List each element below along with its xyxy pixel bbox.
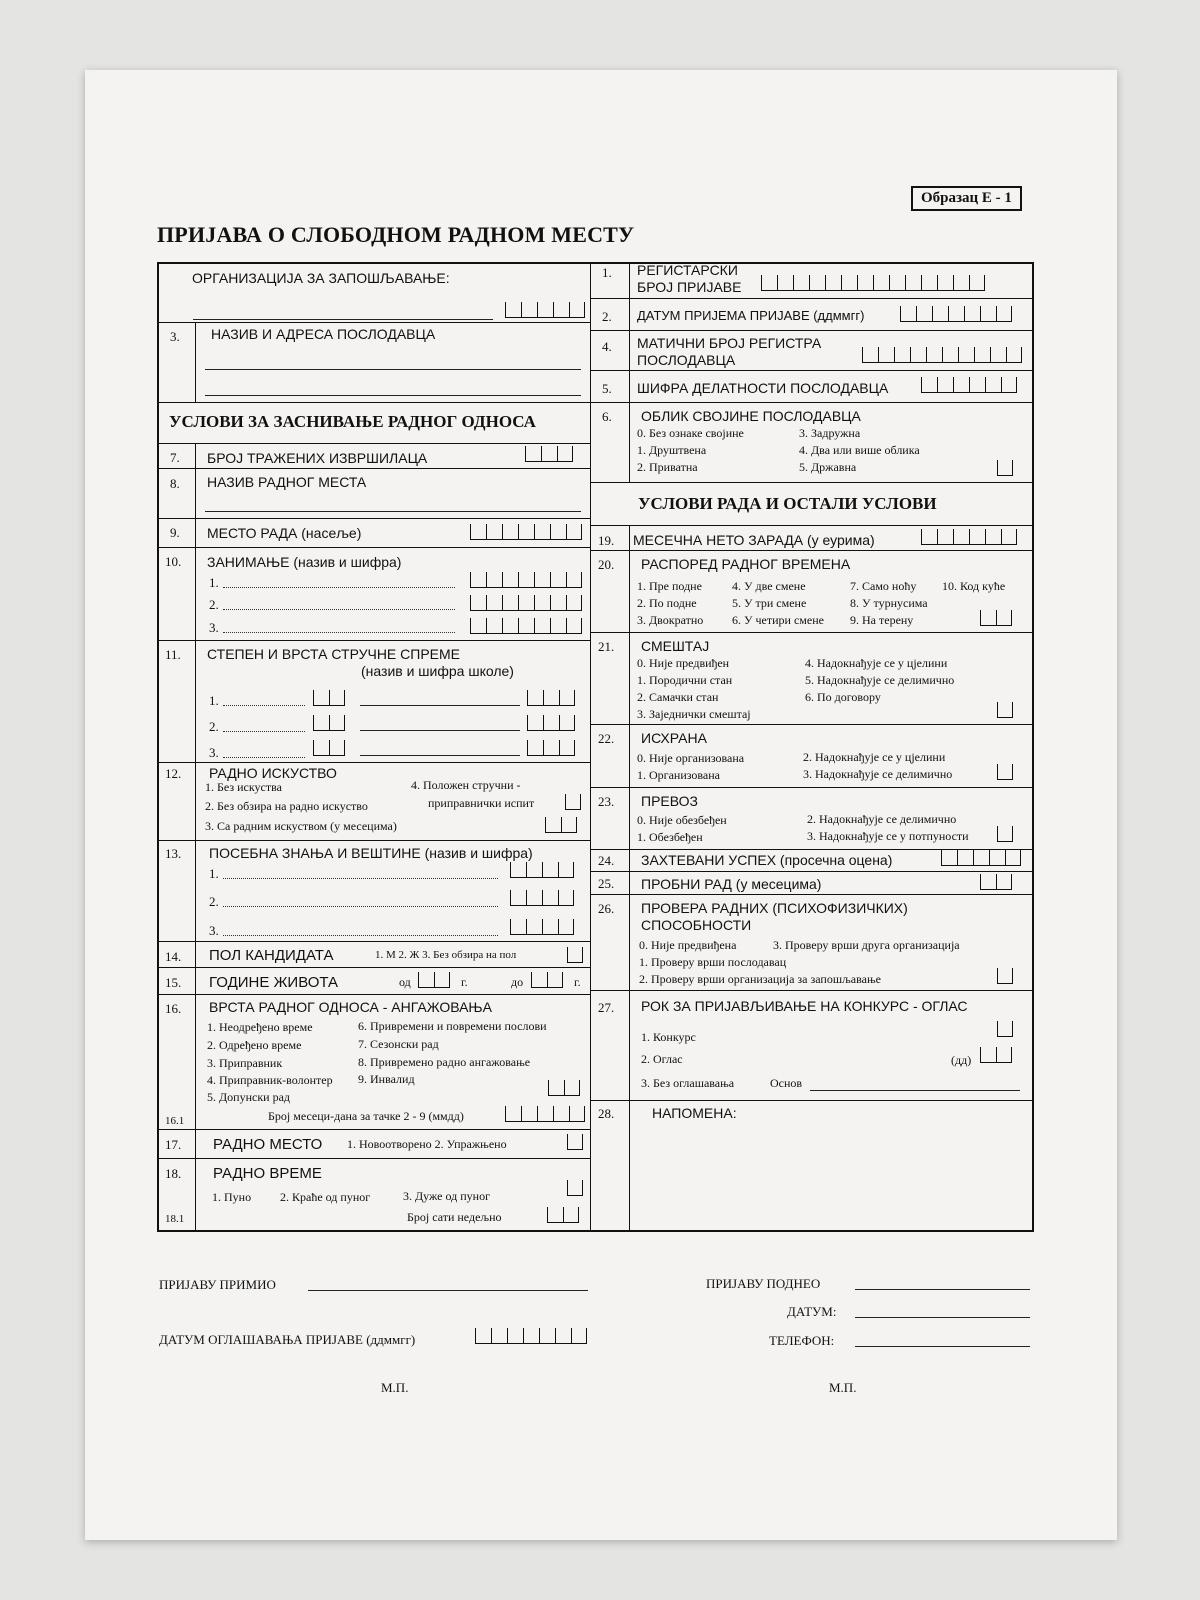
activity-code-label: ШИФРА ДЕЛАТНОСТИ ПОСЛОДАВЦА (637, 380, 889, 396)
age-from-boxes[interactable] (418, 972, 450, 988)
basis-line[interactable] (810, 1090, 1020, 1091)
contest-box[interactable] (997, 1021, 1013, 1037)
hours-per-week-boxes[interactable] (547, 1207, 579, 1223)
registry-number-label: МАТИЧНИ БРОЈ РЕГИСТРА (637, 335, 822, 351)
transport-label: ПРЕВОЗ (641, 793, 698, 809)
working-hours-label: РАДНО ВРЕМЕ (213, 1165, 322, 1182)
meals-box[interactable] (997, 764, 1013, 780)
abilities-check-label: ПРОВЕРА РАДНИХ (ПСИХОФИЗИЧКИХ) (641, 900, 908, 916)
accommodation-label: СМЕШТАЈ (641, 638, 710, 654)
workers-count-boxes[interactable] (525, 446, 573, 462)
phone-label: ТЕЛЕФОН: (769, 1333, 835, 1348)
net-salary-label: МЕСЕЧНА НЕТО ЗАРАДА (у еурима) (633, 532, 875, 548)
special-skills-label: ПОСЕБНА ЗНАЊА И ВЕШТИНЕ (назив и шифра) (209, 845, 533, 861)
required-grade-boxes[interactable] (941, 850, 1021, 866)
registry-number-boxes[interactable] (862, 347, 1022, 363)
deadline-label: РОК ЗА ПРИЈАВЉИВАЊЕ НА КОНКУРС - ОГЛАС (641, 998, 968, 1014)
transport-box[interactable] (997, 826, 1013, 842)
org-label: ОРГАНИЗАЦИЈА ЗА ЗАПОШЉАВАЊЕ: (192, 270, 450, 286)
date-label: ДАТУМ: (787, 1304, 837, 1319)
form-title: ПРИЈАВА О СЛОБОДНОМ РАДНОМ МЕСТУ (157, 222, 635, 247)
ad-date-label: ДАТУМ ОГЛАШАВАЊА ПРИЈАВЕ (ддммгг) (159, 1332, 416, 1347)
job-title-line[interactable] (205, 511, 581, 512)
registration-label: РЕГИСТАРСКИ (637, 262, 738, 278)
occupation-label: ЗАНИМАЊЕ (назив и шифра) (207, 554, 402, 570)
form-sheet: Образац Е - 1 ПРИЈАВА О СЛОБОДНОМ РАДНОМ МЕСТУ ОРГАНИЗАЦИЈА ЗА ЗАПОШЉАВАЊЕ: 3. НАЗИВ И АДРЕСА ПОСЛОДАВЦА УСЛОВИ ЗА ЗАСНИВАЊЕ РАДНОГ ОДНОСА 7. БРОЈ ТРАЖЕНИХ ИЗВРШИЛАЦА 8. НАЗИВ РАДНОГ МЕСТА 9. МЕСТО РАДА (насеље) 10. ЗАНИМАЊЕ (назив и шифра) 1. 2. 3. 11. СТЕПЕН И ВРСТА СТРУЧНЕ СПРЕМЕ (назив и шифра школе) 1. 2. 3. 12. РАДНО ИСКУСТВО 1. Без искуства 2. Без обзира на радно искуство 3. Са радним искуством (у месецима) 4. Положен стручни - приправнички испит 13. ПОСЕБНА ЗНАЊА И ВЕШТИНЕ (назив и шифра) 1. 2. 3. 14. ПОЛ КАНДИДАТА 1. М 2. Ж 3. Без обзира на пол 15. ГОДИНЕ ЖИВОТА од г. до г. 16. ВРСТА РАДНОГ ОДНОСА - АНГАЖОВАЊА 1. Неодређено време 2. Одређено време 3. Приправник 4. Приправник-волонтер 5. Допунски рад 6. Привремени и повремени послови 7. Сезонски рад 8. Привремено радно ангажовање 9. Инвалид 16.1 Број месеци-дана за тачке 2 - 9 (ммдд) 17. РАДНО МЕСТО 1. Новоотворено 2. Упражњено 18. РАДНО ВРЕМЕ 1. Пуно 2. Краће од пуног 3. Дуже од пуног 18.1 Број сати недељно 1. РЕГИСТАРСКИ БРОЈ ПРИЈАВЕ 2. ДАТУМ ПРИЈЕМА ПРИЈАВЕ (ддммгг) 4. МАТИЧНИ БРОЈ РЕГИСТРА ПОСЛОДАВЦА 5. ШИФРА ДЕЛАТНОСТИ ПОСЛОДАВЦА 6. ОБЛИК СВОЈИНЕ ПОСЛОДАВЦА 0. Без ознаке својине 1. Друштвена 2. Приватна 3. Задружна 4. Два или више облика 5. Државна УСЛОВИ РАДА И ОСТАЛИ УСЛОВИ 19. МЕСЕЧНА НЕТО ЗАРАДА (у еурима) 20. РАСПОРЕД РАДНОГ ВРЕМЕНА 1. Пре подне 2. По подне 3. Двократно 4. У две смене 5. У три смене 6. У четири смене 7. Само ноћу 8. У турнусима 9. На терену 10. Код куће 21. СМЕШТАЈ 0. Није предвиђен 1. Породични стан 2. Самачки стан 3. Заједнички смештај 4. Надокнађује се у цјелини 5. Надокнађује се делимично 6. По договору 22. ИСХРАНА 0. Није организована 1. Организована 2. Надокнађује се у цјелини 3. Надокнађује се делимично 23. ПРЕВОЗ 0. Није обезбеђен 1. Обезбеђен 2. Надокнађује се делимично 3. Надокнађује се у потпуности 24. ЗАХТЕВАНИ УСПЕХ (просечна оцена) 25. ПРОБНИ РАД (у месецима) 26. ПРОВЕРА РАДНИХ (ПСИХОФИЗИЧКИХ) СПОСОБНОСТИ 0. Није предвиђена 3. Проверу врши друга организација 1. Проверу врши послодавац 2. Проверу врши организација за запошљавање 27. РОК ЗА ПРИЈАВЉИВАЊЕ НА КОНКУРС - ОГЛАС 1. Конкурс 2. Оглас (дд) 3. Без оглашавања Основ 28. НАПОМЕНА: ПРИЈАВУ ПРИМИО ДАТУМ ОГЛАШАВАЊА ПРИЈАВЕ (ддммгг) М.П. ПРИЈАВУ ПОДНЕО ДАТУМ: ТЕЛЕФОН: М.П. (85, 70, 1117, 1540)
employer-address-line[interactable] (205, 395, 581, 396)
gender-box[interactable] (567, 947, 583, 963)
form-code-box: Образац Е - 1 (911, 186, 1022, 211)
schedule-boxes[interactable] (980, 610, 1012, 626)
receipt-date-label: ДАТУМ ПРИЈЕМА ПРИЈАВЕ (ддммгг) (637, 308, 865, 323)
experience-months-boxes[interactable] (545, 817, 577, 833)
occupation-1-boxes[interactable] (470, 572, 582, 588)
job-title-label: НАЗИВ РАДНОГ МЕСТА (207, 474, 367, 490)
months-days-boxes[interactable] (505, 1106, 585, 1122)
work-experience-label: РАДНО ИСКУСТВО (209, 765, 337, 781)
received-by-label: ПРИЈАВУ ПРИМИО (159, 1277, 276, 1292)
probation-label: ПРОБНИ РАД (у месецима) (641, 876, 822, 892)
schedule-label: РАСПОРЕД РАДНОГ ВРЕМЕНА (641, 556, 851, 572)
gender-label: ПОЛ КАНДИДАТА (209, 947, 334, 964)
registration-number-boxes[interactable] (761, 275, 985, 291)
job-position-box[interactable] (567, 1134, 583, 1150)
org-code-boxes[interactable] (505, 302, 585, 318)
meals-label: ИСХРАНА (641, 730, 707, 746)
workers-count-label: БРОЈ ТРАЖЕНИХ ИЗВРШИЛАЦА (207, 450, 428, 466)
education-label: СТЕПЕН И ВРСТА СТРУЧНЕ СПРЕМЕ (207, 646, 461, 662)
net-salary-boxes[interactable] (921, 529, 1017, 545)
job-position-label: РАДНО МЕСТО (213, 1136, 323, 1153)
work-place-boxes[interactable] (470, 524, 582, 540)
phone-line[interactable] (855, 1346, 1030, 1347)
ad-days-boxes[interactable] (980, 1047, 1012, 1063)
received-by-line[interactable] (308, 1290, 588, 1291)
work-place-label: МЕСТО РАДА (насеље) (207, 525, 362, 541)
probation-boxes[interactable] (980, 874, 1012, 890)
ad-date-boxes[interactable] (475, 1328, 587, 1344)
employer-name-label: НАЗИВ И АДРЕСА ПОСЛОДАВЦА (211, 326, 436, 342)
age-to-boxes[interactable] (531, 972, 563, 988)
ownership-label: ОБЛИК СВОЈИНЕ ПОСЛОДАВЦА (641, 408, 861, 424)
section-work-conditions: УСЛОВИ РАДА И ОСТАЛИ УСЛОВИ (638, 494, 937, 513)
employment-type-label: ВРСТА РАДНОГ ОДНОСА - АНГАЖОВАЊА (209, 999, 492, 1015)
note-area[interactable] (635, 1125, 1025, 1225)
experience-option-box[interactable] (565, 794, 581, 810)
required-grade-label: ЗАХТЕВАНИ УСПЕХ (просечна оцена) (641, 852, 893, 868)
occupation-2-boxes[interactable] (470, 595, 582, 611)
column-divider (590, 262, 591, 1232)
submitted-by-label: ПРИЈАВУ ПОДНЕО (706, 1276, 821, 1291)
accommodation-box[interactable] (997, 702, 1013, 718)
employer-name-line[interactable] (205, 369, 581, 370)
stamp-right: М.П. (829, 1380, 857, 1395)
occupation-3-boxes[interactable] (470, 618, 582, 634)
receipt-date-boxes[interactable] (900, 306, 1012, 322)
working-hours-box[interactable] (567, 1180, 583, 1196)
note-label: НАПОМЕНА: (652, 1105, 737, 1121)
ownership-box[interactable] (997, 460, 1013, 476)
section-employment-conditions: УСЛОВИ ЗА ЗАСНИВАЊЕ РАДНОГ ОДНОСА (169, 412, 536, 431)
age-label: ГОДИНЕ ЖИВОТА (209, 974, 339, 991)
stamp-left: М.П. (381, 1380, 409, 1395)
date-line[interactable] (855, 1317, 1030, 1318)
abilities-check-box[interactable] (997, 968, 1013, 984)
submitted-by-line[interactable] (855, 1289, 1030, 1290)
activity-code-boxes[interactable] (921, 377, 1017, 393)
employment-type-boxes[interactable] (548, 1080, 580, 1096)
